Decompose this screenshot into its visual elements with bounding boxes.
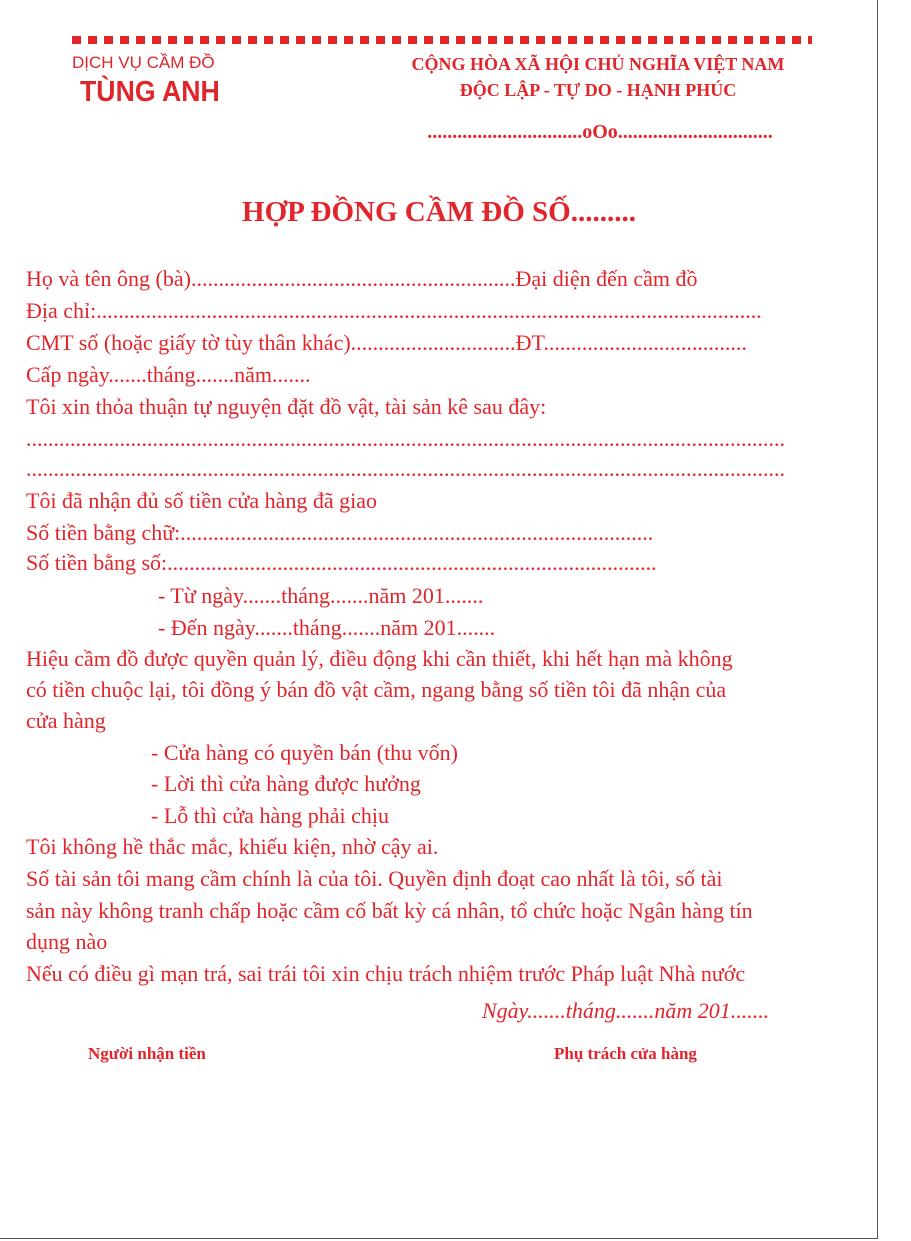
amount-number-line: Số tiền bằng số:......................................................................................... — [26, 550, 657, 575]
shop-service-label: DỊCH VỤ CẦM ĐỒ — [72, 53, 215, 72]
bullet-item: - Cửa hàng có quyền bán (thu vốn) — [151, 740, 459, 765]
amount-words-line: Số tiền bằng chữ:...................................................................................... — [26, 520, 654, 545]
agreement-line: Tôi xin thỏa thuận tự nguyện đặt đồ vật, tài sản kê sau đây: — [26, 394, 547, 419]
national-motto: ĐỘC LẬP - TỰ DO - HẠNH PHÚC — [459, 80, 737, 100]
no-complaint-line: Tôi không hề thắc mắc, khiếu kiện, nhờ cậy ai. — [26, 834, 439, 859]
recipient-signature-label: Người nhận tiền — [88, 1044, 206, 1063]
bullet-item: - Lời thì cửa hàng được hưởng — [151, 771, 421, 796]
to-date-line: - Đến ngày.......tháng.......năm 201....... — [158, 615, 496, 640]
signing-date-line: Ngày.......tháng.......năm 201....... — [482, 998, 770, 1023]
clause-line: cửa hàng — [26, 708, 106, 733]
ownership-line: sản này không tranh chấp hoặc cầm cố bất kỳ cá nhân, tổ chức hoặc Ngân hàng tín — [26, 898, 753, 923]
shop-manager-signature-label: Phụ trách cửa hàng — [554, 1044, 697, 1063]
liability-line: Nếu có điều gì mạn trá, sai trái tôi xin chịu trách nhiệm trước Pháp luật Nhà nước — [26, 961, 746, 986]
issue-date-line: Cấp ngày.......tháng.......năm....... — [26, 362, 311, 387]
blank-line: .......................................................................................................................................... — [26, 456, 785, 481]
received-line: Tôi đã nhận đủ số tiền cửa hàng đã giao — [26, 488, 377, 513]
shop-name-logo: TÙNG ANH — [80, 76, 220, 108]
clause-line: có tiền chuộc lại, tôi đồng ý bán đồ vật cầm, ngang bằng số tiền tôi đã nhận của — [26, 677, 727, 702]
blank-line: .......................................................................................................................................... — [26, 426, 785, 451]
ownership-line: dụng nào — [26, 929, 108, 954]
id-field-line: CMT số (hoặc giấy tờ tùy thân khác)..............................ĐT..................................... — [26, 330, 747, 355]
name-field-line: Họ và tên ông (bà)...........................................................Đại diện đến cầm đồ — [26, 266, 698, 291]
country-heading: CỘNG HÒA XÃ HỘI CHỦ NGHĨA VIỆT NAM — [411, 54, 785, 74]
address-field-line: Địa chỉ:......................................................................................................................... — [26, 298, 762, 323]
bullet-item: - Lỗ thì cửa hàng phải chịu — [151, 803, 389, 828]
ownership-line: Số tài sản tôi mang cầm chính là của tôi. Quyền định đoạt cao nhất là tôi, số tài — [26, 866, 723, 891]
clause-line: Hiệu cầm đồ được quyền quản lý, điều động khi cần thiết, khi hết hạn mà không — [26, 646, 733, 671]
from-date-line: - Từ ngày.......tháng.......năm 201....... — [158, 583, 484, 608]
ornament-divider: ...............................oOo............................... — [427, 121, 773, 143]
top-dashed-line — [72, 36, 812, 44]
contract-title: HỢP ĐỒNG CẦM ĐỒ SỐ......... — [242, 196, 636, 228]
